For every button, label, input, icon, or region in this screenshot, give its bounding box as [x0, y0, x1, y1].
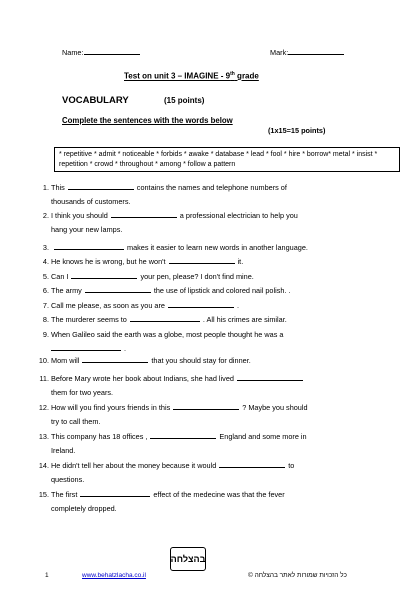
title-end: grade — [234, 71, 259, 81]
sentence-part: I think you should — [51, 211, 108, 220]
mark-blank[interactable] — [288, 47, 344, 55]
title-sup: th — [230, 71, 235, 77]
answer-blank[interactable] — [51, 343, 121, 351]
answer-blank[interactable] — [80, 489, 150, 497]
sentence-part: Call me please, as soon as you are — [51, 301, 165, 310]
question-text — [51, 431, 381, 443]
sentence-continuation: completely dropped. — [51, 504, 117, 513]
question-text — [51, 489, 381, 501]
sentence-part: . All his crimes are similar. — [202, 315, 287, 324]
sentence-part: The first — [51, 490, 78, 499]
instruction: Complete the sentences with the words below — [62, 116, 233, 125]
answer-blank[interactable] — [54, 242, 124, 250]
page-number: 1 — [45, 572, 49, 579]
question-number: 3. — [42, 243, 49, 252]
sentence-part: The army — [51, 286, 82, 295]
sentence-continuation: questions. — [51, 475, 85, 484]
sentence-part: Can I — [51, 272, 69, 281]
question-text — [51, 373, 381, 385]
title-text: Test on unit 3 – IMAGINE - 9 — [124, 71, 231, 81]
sentence-part: contains the names and telephone numbers of — [136, 183, 287, 192]
question-number: 7. — [42, 301, 49, 310]
answer-blank[interactable] — [85, 285, 151, 293]
question-continuation — [51, 474, 381, 486]
sentence-continuation: thousands of customers. — [51, 197, 131, 206]
question-text — [51, 271, 381, 283]
sentence-continuation: them for two years. — [51, 388, 114, 397]
sentence-part: the use of lipstick and colored nail polish. . — [153, 286, 291, 295]
question-text — [51, 300, 381, 312]
sentence-part: ? Maybe you should — [242, 403, 308, 412]
name-field — [62, 47, 140, 57]
answer-blank[interactable] — [219, 460, 285, 468]
sentence-continuation: try to call them. — [51, 417, 101, 426]
section-points: (15 points) — [164, 96, 205, 105]
question-number: 11. — [39, 374, 49, 383]
question-continuation — [51, 416, 381, 428]
sentence-part: to — [288, 461, 295, 470]
question-number: 2. — [42, 211, 49, 220]
answer-blank[interactable] — [130, 314, 200, 322]
question-number: 15. — [38, 490, 49, 499]
instruction-points: (1x15=15 points) — [268, 126, 326, 135]
question-text — [51, 355, 381, 367]
question-text — [51, 314, 381, 326]
question-continuation — [51, 503, 381, 515]
sentence-part: England and some more in — [219, 432, 307, 441]
sentence-part: your pen, please? I don't find mine. — [140, 272, 254, 281]
question-number: 12. — [38, 403, 49, 412]
sentence-part: that you should stay for dinner. — [151, 356, 251, 365]
mark-label: Mark: — [270, 48, 289, 57]
sentence-part: a professional electrician to help you — [179, 211, 298, 220]
sentence-part: effect of the medecine was that the fever — [153, 490, 285, 499]
question-text — [51, 182, 381, 194]
sentence-part: . — [236, 301, 240, 310]
question-text — [51, 329, 381, 341]
sentence-part: Before Mary wrote her book about Indians, she had lived — [51, 374, 234, 383]
question-number: 9. — [42, 330, 49, 339]
answer-blank[interactable] — [173, 402, 239, 410]
answer-blank[interactable] — [82, 355, 148, 363]
sentence-part: He knows he is wrong, but he won't — [51, 257, 166, 266]
name-blank[interactable] — [84, 47, 140, 55]
question-text — [51, 210, 381, 222]
question-continuation — [51, 387, 381, 399]
answer-blank[interactable] — [71, 271, 137, 279]
question-continuation — [51, 196, 381, 208]
question-number: 1. — [42, 183, 49, 192]
answer-blank[interactable] — [168, 300, 234, 308]
sentence-end: . — [124, 344, 127, 353]
name-label: Name: — [62, 48, 84, 57]
question-number: 5. — [42, 272, 49, 281]
question-number: 14. — [38, 461, 49, 470]
answer-blank[interactable] — [150, 431, 216, 439]
test-title — [124, 71, 259, 81]
word-bank: * repetitive * admit * noticeable * forbids * awake * database * lead * fool * hire * borrow* metal * insist * repetition * crowd * throughout * among * follow a pattern — [54, 147, 400, 172]
question-continuation — [51, 343, 381, 355]
question-text — [51, 285, 381, 297]
sentence-part: How will you find yours friends in this — [51, 403, 171, 412]
sentence-part: This — [51, 183, 65, 192]
question-text — [51, 256, 381, 268]
question-text — [51, 242, 381, 254]
sentence-continuation: hang your new lamps. — [51, 225, 123, 234]
behatzlacha-logo: בהצלחה — [170, 547, 206, 571]
sentence-part: This company has 18 offices , — [51, 432, 148, 441]
question-continuation — [51, 224, 381, 236]
question-number: 13. — [38, 432, 49, 441]
sentence-part: When Galileo said the earth was a globe, most people thought he was a — [51, 330, 284, 339]
sentence-part: He didn't tell her about the money because it would — [51, 461, 217, 470]
sentence-continuation: Ireland. — [51, 446, 76, 455]
question-number: 6. — [42, 286, 49, 295]
copyright-text: כל הזכויות שמורות לאתר בהצלחה © — [248, 572, 347, 579]
sentence-part: Mom will — [51, 356, 80, 365]
sentence-part: The murderer seems to — [51, 315, 127, 324]
answer-blank[interactable] — [169, 256, 235, 264]
sentence-part: makes it easier to learn new words in another language. — [127, 243, 308, 252]
question-text — [51, 460, 381, 472]
answer-blank[interactable] — [68, 182, 134, 190]
section-heading: VOCABULARY — [62, 95, 129, 106]
question-number: 8. — [42, 315, 49, 324]
answer-blank[interactable] — [237, 373, 303, 381]
sentence-part: it. — [237, 257, 244, 266]
question-number: 10. — [38, 356, 49, 365]
mark-field — [270, 47, 344, 57]
answer-blank[interactable] — [111, 210, 177, 218]
site-link[interactable]: www.behatzlacha.co.il — [82, 572, 146, 579]
question-continuation — [51, 445, 381, 457]
question-text — [51, 402, 381, 414]
question-number: 4. — [42, 257, 49, 266]
